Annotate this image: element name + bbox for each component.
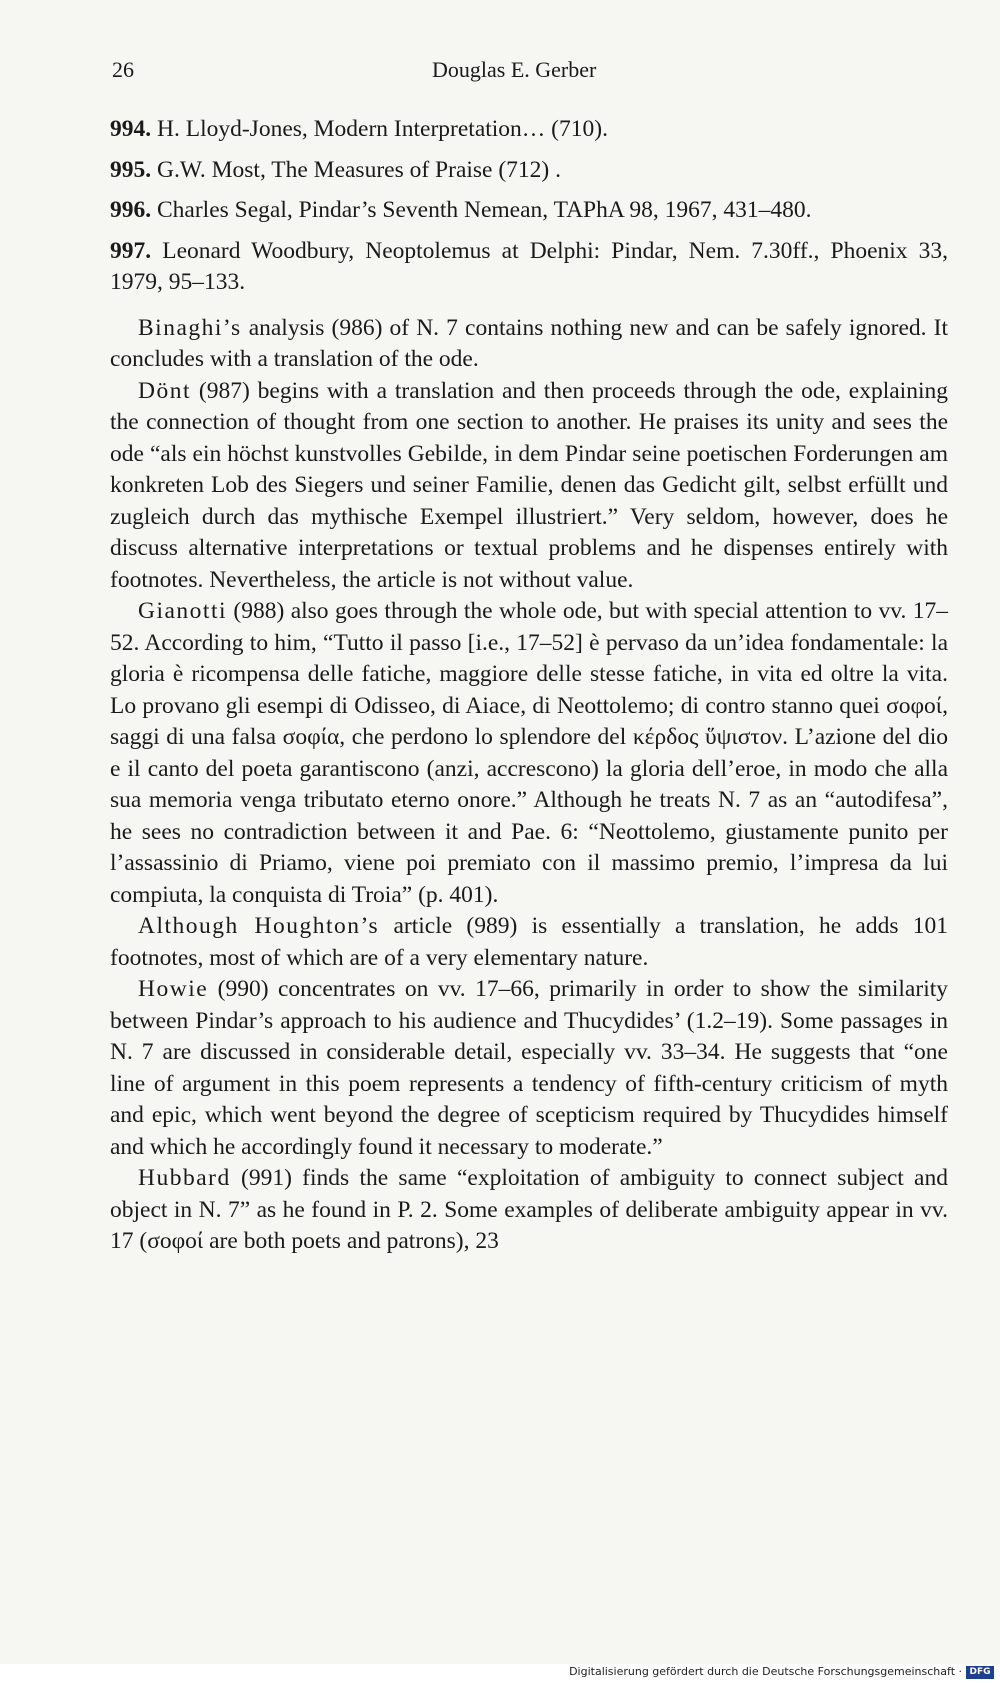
reference-number: 997. <box>110 237 152 264</box>
body-paragraph <box>110 1163 948 1258</box>
page-content <box>110 114 948 1258</box>
reference-text: H. Lloyd-Jones, Modern Interpretation… (710). <box>157 116 608 142</box>
paragraph-text: (987) begins with a translation and then proceeds through the ode, explaining the connection of thought from one section to another. He praises its unity and sees the ode “als ein höchst kunstvolles Gebilde, in dem Pindar seine poetischen Forderungen am konkreten Lob des Siegers und seiner Familie, denen das Gedicht gilt, selbst erfüllt und zugleich durch das mythische Exempel illustriert.” Very seldom, however, does he discuss alternative interpretations or textual problems and he dispenses entirely with footnotes. Nevertheless, the article is not without value. <box>110 377 948 593</box>
body-paragraph <box>110 376 948 597</box>
dfg-logo-icon: DFG <box>966 1666 994 1679</box>
author-name: Dönt <box>138 377 191 404</box>
reference-number: 996. <box>110 197 152 223</box>
paragraph-text: (990) concentrates on vv. 17–66, primarily in order to show the similarity between Pindar’s approach to his audience and Thucydides’ (1.2–19). Some passages in N. 7 are discussed in considerable detail, especially vv. 33–34. He suggests that “one line of argument in this poem represents a tendency of fifth-century criticism of myth and epic, which went beyond the degree of scepticism required by Thucydides himself and which he accordingly found it necessary to moderate.” <box>110 976 948 1160</box>
body-paragraph <box>110 911 948 974</box>
paragraph-text: article (989) is essentially a translation, he adds 101 footnotes, most of which are of a very elementary nature. <box>110 913 948 971</box>
author-name: Gianotti <box>138 598 228 624</box>
reference-entry <box>110 195 948 227</box>
paragraph-text: (991) finds the same “exploitation of ambiguity to connect subject and object in N. 7” as he found in P. 2. Some examples of deliberate ambiguity appear in vv. 17 (σοφοί are both poets and patrons), 23 <box>110 1165 948 1254</box>
author-name: Binaghi’s <box>138 314 242 341</box>
body-paragraph <box>110 313 948 376</box>
author-name: Howie <box>138 976 209 1002</box>
footer-credit: Digitalisierung gefördert durch die Deutsche Forschungsgemeinschaft · <box>569 1665 962 1678</box>
running-head: Douglas E. Gerber <box>432 57 597 82</box>
page-header <box>112 57 947 89</box>
reference-number: 995. <box>110 156 152 183</box>
reference-entry <box>110 236 948 299</box>
reference-entry <box>110 114 948 146</box>
body-paragraph <box>110 596 948 911</box>
reference-number: 994. <box>110 116 152 142</box>
paragraph-text: analysis (986) of N. 7 contains nothing new and can be safely ignored. It concludes with a translation of the ode. <box>110 314 948 372</box>
body-paragraph <box>110 974 948 1163</box>
reference-entry <box>110 155 948 187</box>
digitization-footer <box>0 1664 1000 1683</box>
author-name: Although Houghton’s <box>138 913 380 939</box>
reference-text: Leonard Woodbury, Neoptolemus at Delphi: Pindar, Nem. 7.30ff., Phoenix 33, 1979, 95–133. <box>110 237 949 295</box>
reference-text: Charles Segal, Pindar’s Seventh Nemean, TAPhA 98, 1967, 431–480. <box>157 197 812 223</box>
page-number: 26 <box>112 57 134 82</box>
reference-text: G.W. Most, The Measures of Praise (712) . <box>157 156 562 183</box>
author-name: Hubbard <box>138 1165 231 1191</box>
paragraph-text: (988) also goes through the whole ode, but with special attention to vv. 17–52. According to him, “Tutto il passo [i.e., 17–52] è pervaso da un’idea fondamentale: la gloria è ricompensa delle fatiche, maggiore delle stesse fatiche, in vita ed oltre la vita. Lo provano gli esempi di Odisseo, di Aiace, di Neottolemo; di contro stanno quei σοφοί, saggi di una falsa σοφία, che perdono lo splendore del κέρδος ὕψιστον. L’azione del dio e il canto del poeta garantiscono (anzi, accrescono) la gloria dell’eroe, in modo che alla sua memoria venga tributato eterno onore.” Although he treats N. 7 as an “autodifesa”, he sees no contradiction between it and Pae. 6: “Neottolemo, giustamente punito per l’assassinio di Priamo, viene poi premiato con il massimo premio, l’impresa da lui compiuta, la conquista di Troia” (p. 401). <box>110 598 948 908</box>
